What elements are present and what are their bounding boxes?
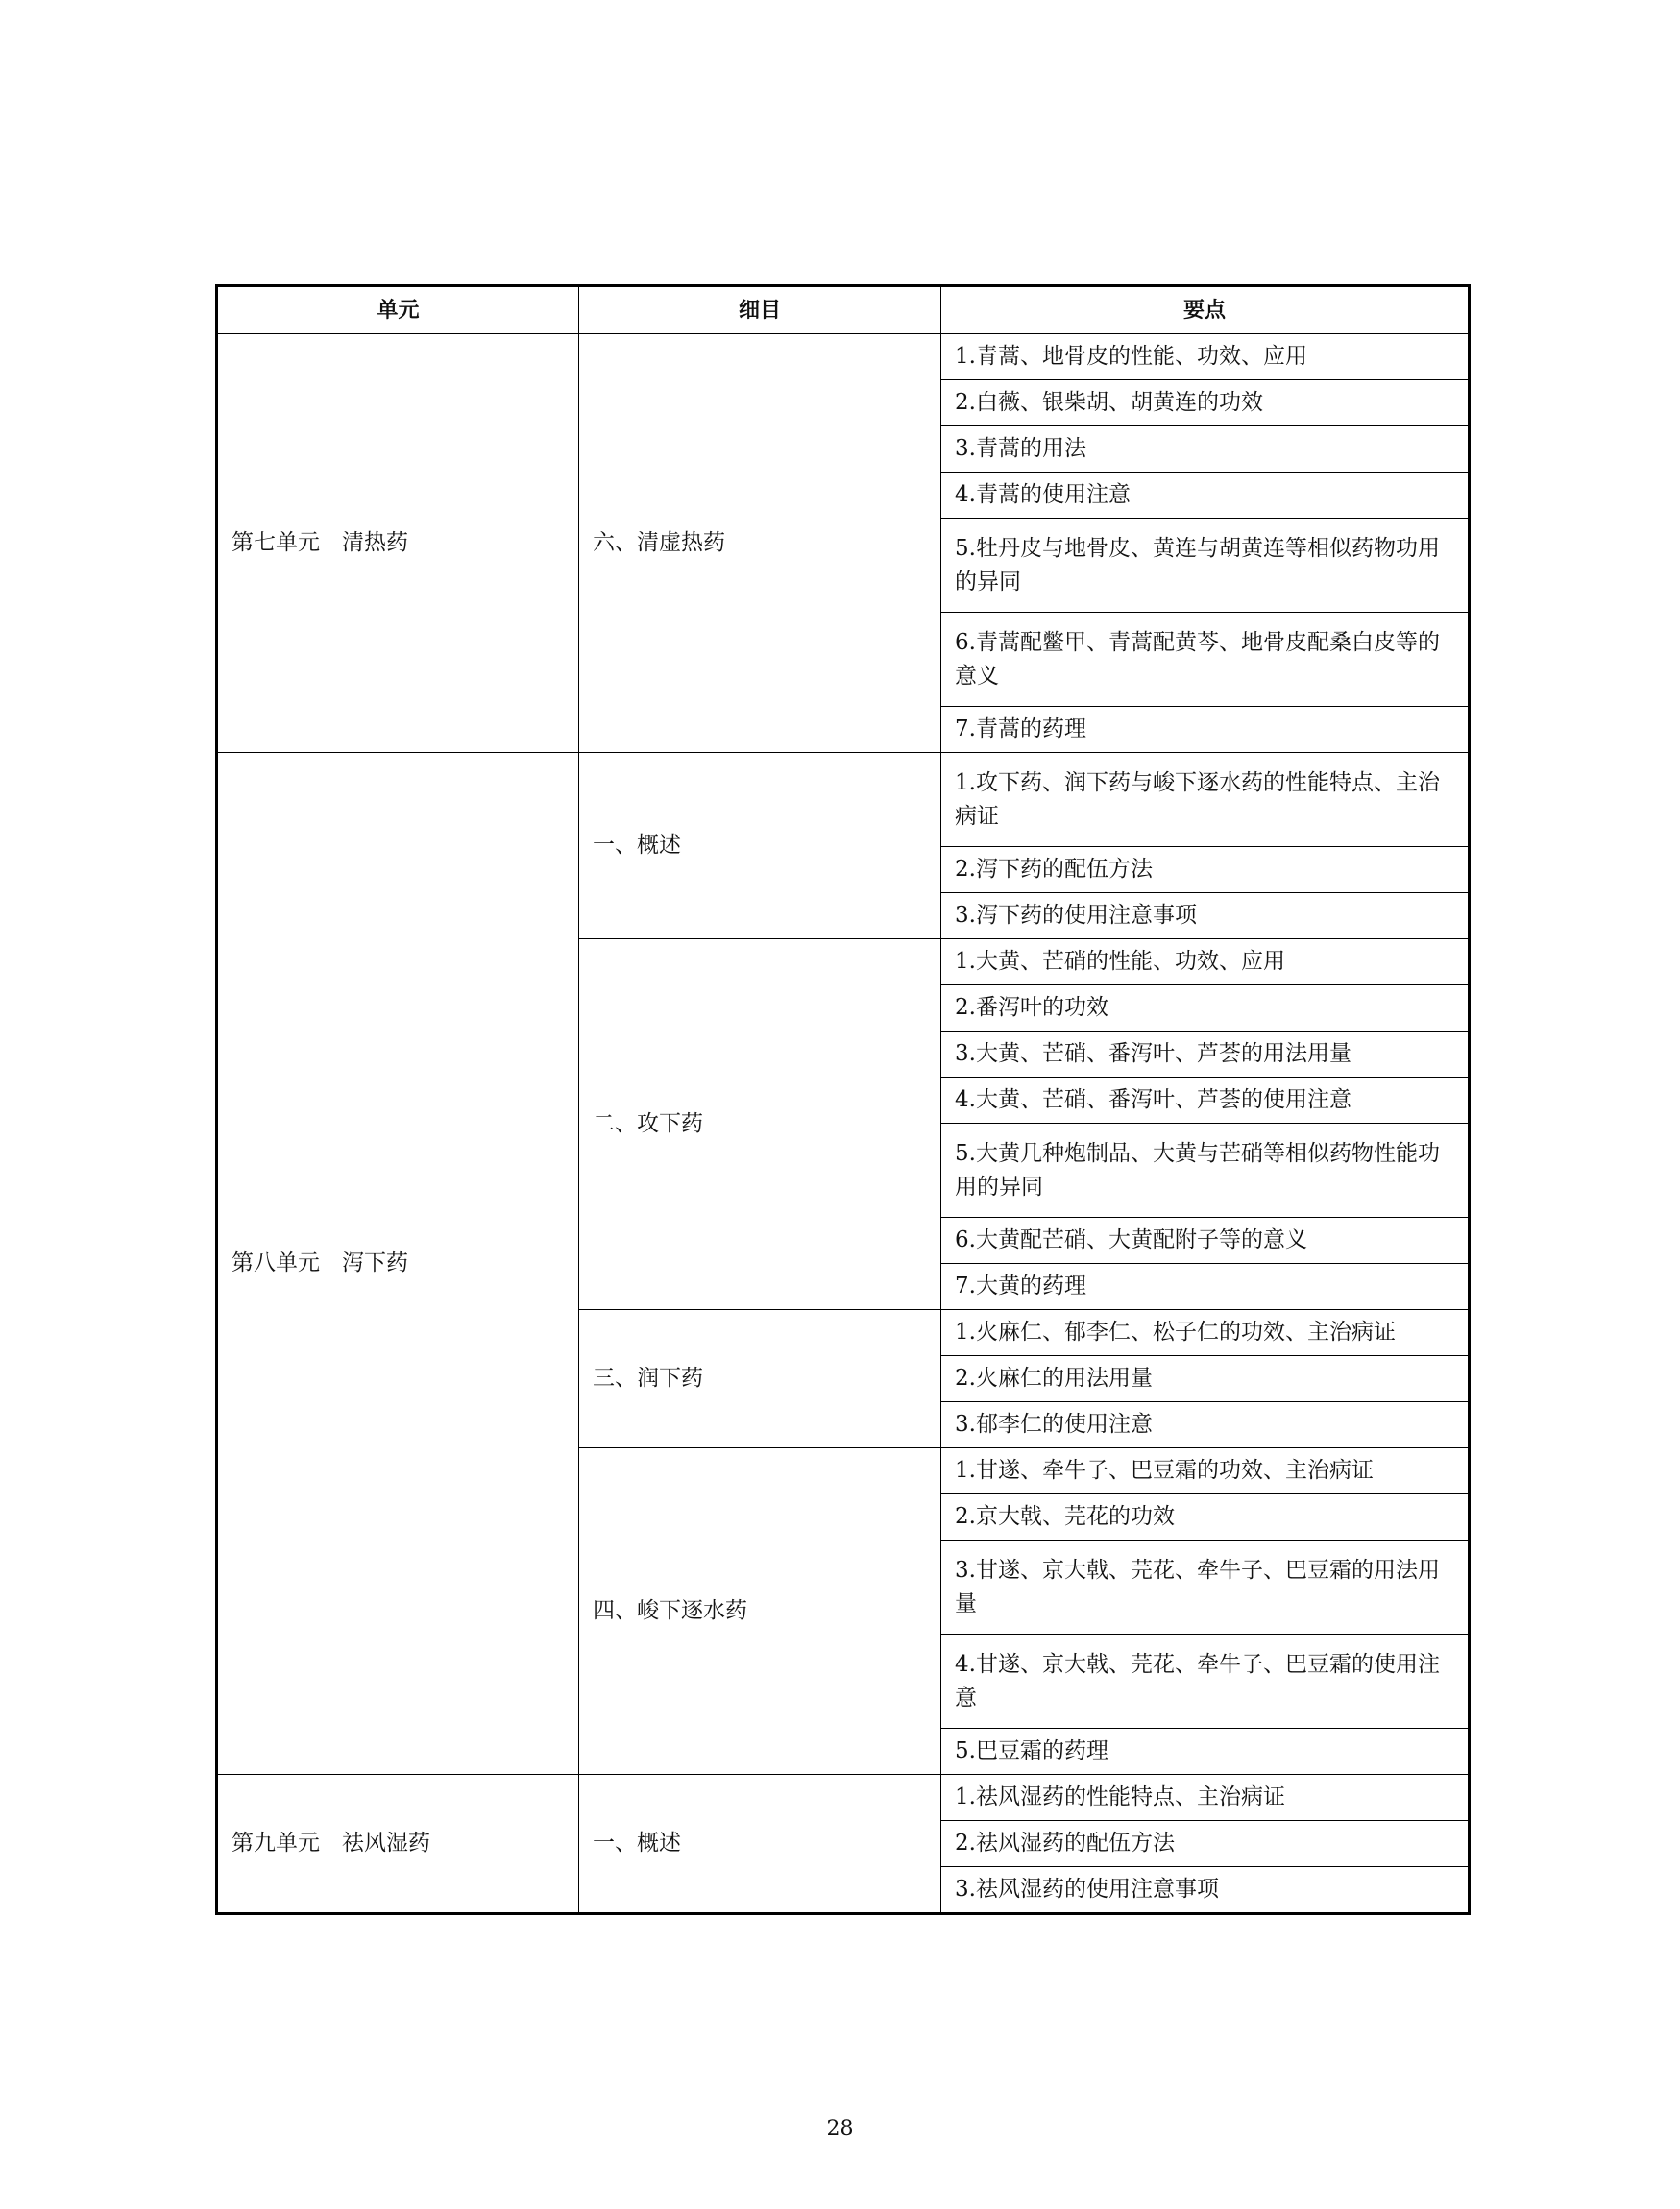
item-cell: 四、峻下逐水药 (579, 1448, 941, 1775)
point-cell: 2.祛风湿药的配伍方法 (941, 1821, 1470, 1867)
header-item: 细目 (579, 286, 941, 334)
item-cell: 三、润下药 (579, 1310, 941, 1448)
point-cell: 4.青蒿的使用注意 (941, 473, 1470, 519)
header-row (217, 286, 1470, 334)
table-row (217, 753, 1470, 847)
table-row (217, 334, 1470, 380)
point-cell: 1.攻下药、润下药与峻下逐水药的性能特点、主治病证 (941, 753, 1470, 847)
point-cell: 1.青蒿、地骨皮的性能、功效、应用 (941, 334, 1470, 380)
point-cell: 2.京大戟、芫花的功效 (941, 1494, 1470, 1541)
point-cell: 4.大黄、芒硝、番泻叶、芦荟的使用注意 (941, 1078, 1470, 1124)
point-cell: 6.大黄配芒硝、大黄配附子等的意义 (941, 1218, 1470, 1264)
page-number: 28 (826, 2117, 854, 2141)
point-cell: 3.郁李仁的使用注意 (941, 1402, 1470, 1448)
point-cell: 3.祛风湿药的使用注意事项 (941, 1867, 1470, 1914)
table-row (217, 1775, 1470, 1821)
point-cell: 3.泻下药的使用注意事项 (941, 893, 1470, 939)
point-cell: 6.青蒿配鳖甲、青蒿配黄芩、地骨皮配桑白皮等的意义 (941, 613, 1470, 707)
point-cell: 2.泻下药的配伍方法 (941, 847, 1470, 893)
point-cell: 3.甘遂、京大戟、芫花、牵牛子、巴豆霜的用法用量 (941, 1541, 1470, 1635)
item-cell: 二、攻下药 (579, 939, 941, 1310)
point-cell: 1.甘遂、牵牛子、巴豆霜的功效、主治病证 (941, 1448, 1470, 1494)
point-cell: 3.大黄、芒硝、番泻叶、芦荟的用法用量 (941, 1032, 1470, 1078)
point-cell: 5.大黄几种炮制品、大黄与芒硝等相似药物性能功用的异同 (941, 1124, 1470, 1218)
point-cell: 2.番泻叶的功效 (941, 985, 1470, 1032)
syllabus-table (215, 284, 1471, 1915)
item-cell: 六、清虚热药 (579, 334, 941, 753)
point-cell: 7.青蒿的药理 (941, 707, 1470, 753)
item-cell: 一、概述 (579, 1775, 941, 1914)
point-cell: 1.祛风湿药的性能特点、主治病证 (941, 1775, 1470, 1821)
point-cell: 1.火麻仁、郁李仁、松子仁的功效、主治病证 (941, 1310, 1470, 1356)
point-cell: 1.大黄、芒硝的性能、功效、应用 (941, 939, 1470, 985)
unit-cell: 第七单元 清热药 (217, 334, 579, 753)
point-cell: 4.甘遂、京大戟、芫花、牵牛子、巴豆霜的使用注意 (941, 1635, 1470, 1729)
header-points: 要点 (941, 286, 1470, 334)
item-cell: 一、概述 (579, 753, 941, 939)
header-unit: 单元 (217, 286, 579, 334)
point-cell: 2.火麻仁的用法用量 (941, 1356, 1470, 1402)
point-cell: 2.白薇、银柴胡、胡黄连的功效 (941, 380, 1470, 426)
point-cell: 5.牡丹皮与地骨皮、黄连与胡黄连等相似药物功用的异同 (941, 519, 1470, 613)
point-cell: 7.大黄的药理 (941, 1264, 1470, 1310)
unit-cell: 第八单元 泻下药 (217, 753, 579, 1775)
unit-cell: 第九单元 祛风湿药 (217, 1775, 579, 1914)
point-cell: 5.巴豆霜的药理 (941, 1729, 1470, 1775)
point-cell: 3.青蒿的用法 (941, 426, 1470, 473)
